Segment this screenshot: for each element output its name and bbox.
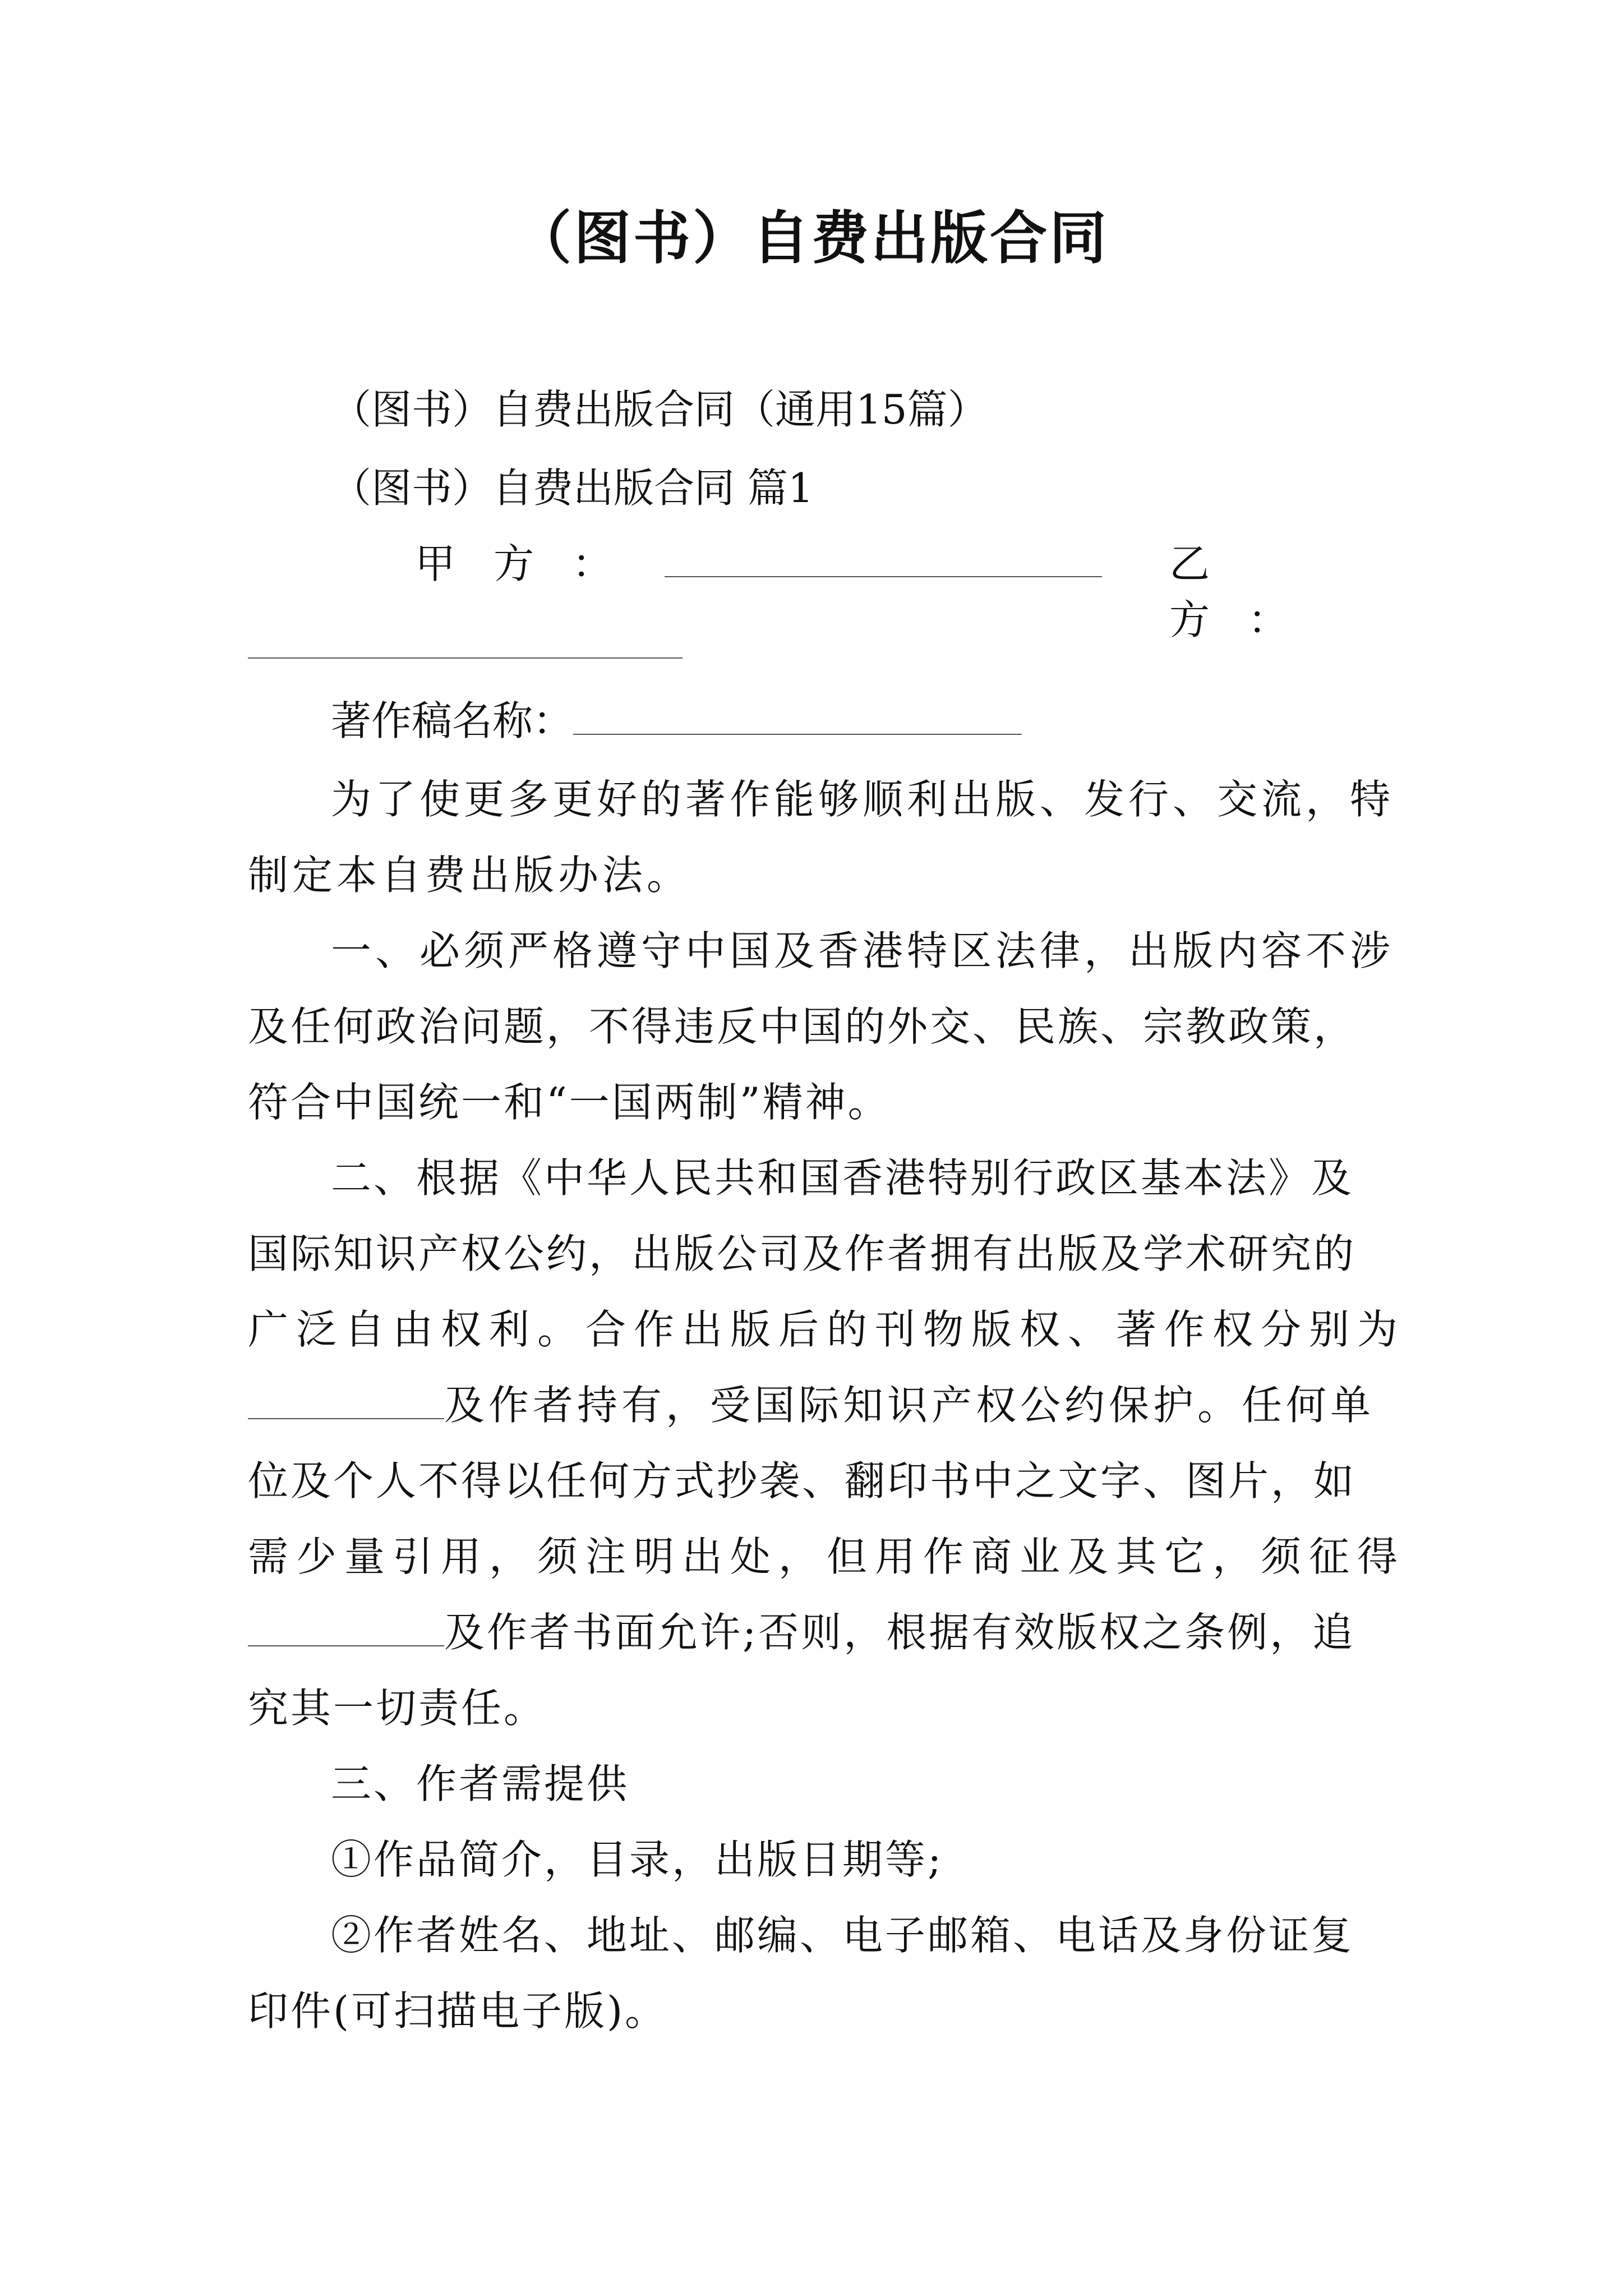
clause1-line-2: 及任何政治问题，不得违反中国的外交、民族、宗教政策， xyxy=(248,1003,1357,1050)
clause2-line-5: 位及个人不得以任何方式抄袭、翻印书中之文字、图片，如 xyxy=(248,1457,1357,1504)
work-name-row xyxy=(331,693,1022,749)
work-name-label: 著作稿名称： xyxy=(331,697,574,744)
holder-blank-1 xyxy=(248,1378,444,1419)
intro-line-2: 制定本自费出版办法。 xyxy=(248,852,691,899)
clause2-line-3: 广泛自由权利。合作出版后的刊物版权、著作权分别为 xyxy=(248,1306,1406,1353)
clause2-line-4-row xyxy=(248,1377,1375,1433)
party-b-blank xyxy=(248,657,683,659)
clause3-item-2-line-2: 印件(可扫描电子版)。 xyxy=(248,1987,668,2035)
clause3-item-1: ①作品简介，目录，出版日期等; xyxy=(331,1836,944,1883)
clause2-line-7: 及作者书面允许;否则，根据有效版权之条例，追 xyxy=(444,1609,1355,1656)
party-a-blank xyxy=(665,576,1102,577)
clause2-line-6: 需少量引用，须注明出处，但用作商业及其它，须征得 xyxy=(248,1533,1406,1580)
clause3-heading: 三、作者需提供 xyxy=(331,1760,630,1807)
clause1-line-1: 一、必须严格遵守中国及香港特区法律，出版内容不涉 xyxy=(331,927,1395,974)
clause2-line-7-row xyxy=(248,1604,1355,1660)
clause1-line-3: 符合中国统一和“一国两制”精神。 xyxy=(248,1079,891,1126)
party-b-label: 乙方： xyxy=(1169,540,1327,643)
holder-blank-2 xyxy=(248,1605,444,1646)
section-heading: （图书）自费出版合同 篇1 xyxy=(331,464,814,512)
work-name-blank xyxy=(573,693,1022,735)
party-a-label: 甲方： xyxy=(415,540,651,587)
clause2-line-2: 国际知识产权公约，出版公司及作者拥有出版及学术研究的 xyxy=(248,1230,1357,1277)
intro-line-1: 为了使更多更好的著作能够顺利出版、发行、交流，特 xyxy=(331,776,1395,823)
document-subtitle: （图书）自费出版合同（通用15篇） xyxy=(331,386,988,433)
clause2-line-8: 究其一切责任。 xyxy=(248,1685,547,1732)
clause2-line-4: 及作者持有，受国际知识产权公约保护。任何单 xyxy=(444,1382,1375,1429)
clause3-item-2-line-1: ②作者姓名、地址、邮编、电子邮箱、电话及身份证复 xyxy=(331,1912,1354,1959)
document-title: （图书）自费出版合同 xyxy=(514,205,1109,272)
party-row xyxy=(415,536,1380,643)
clause2-line-1: 二、根据《中华人民共和国香港特别行政区基本法》及 xyxy=(331,1154,1354,1202)
